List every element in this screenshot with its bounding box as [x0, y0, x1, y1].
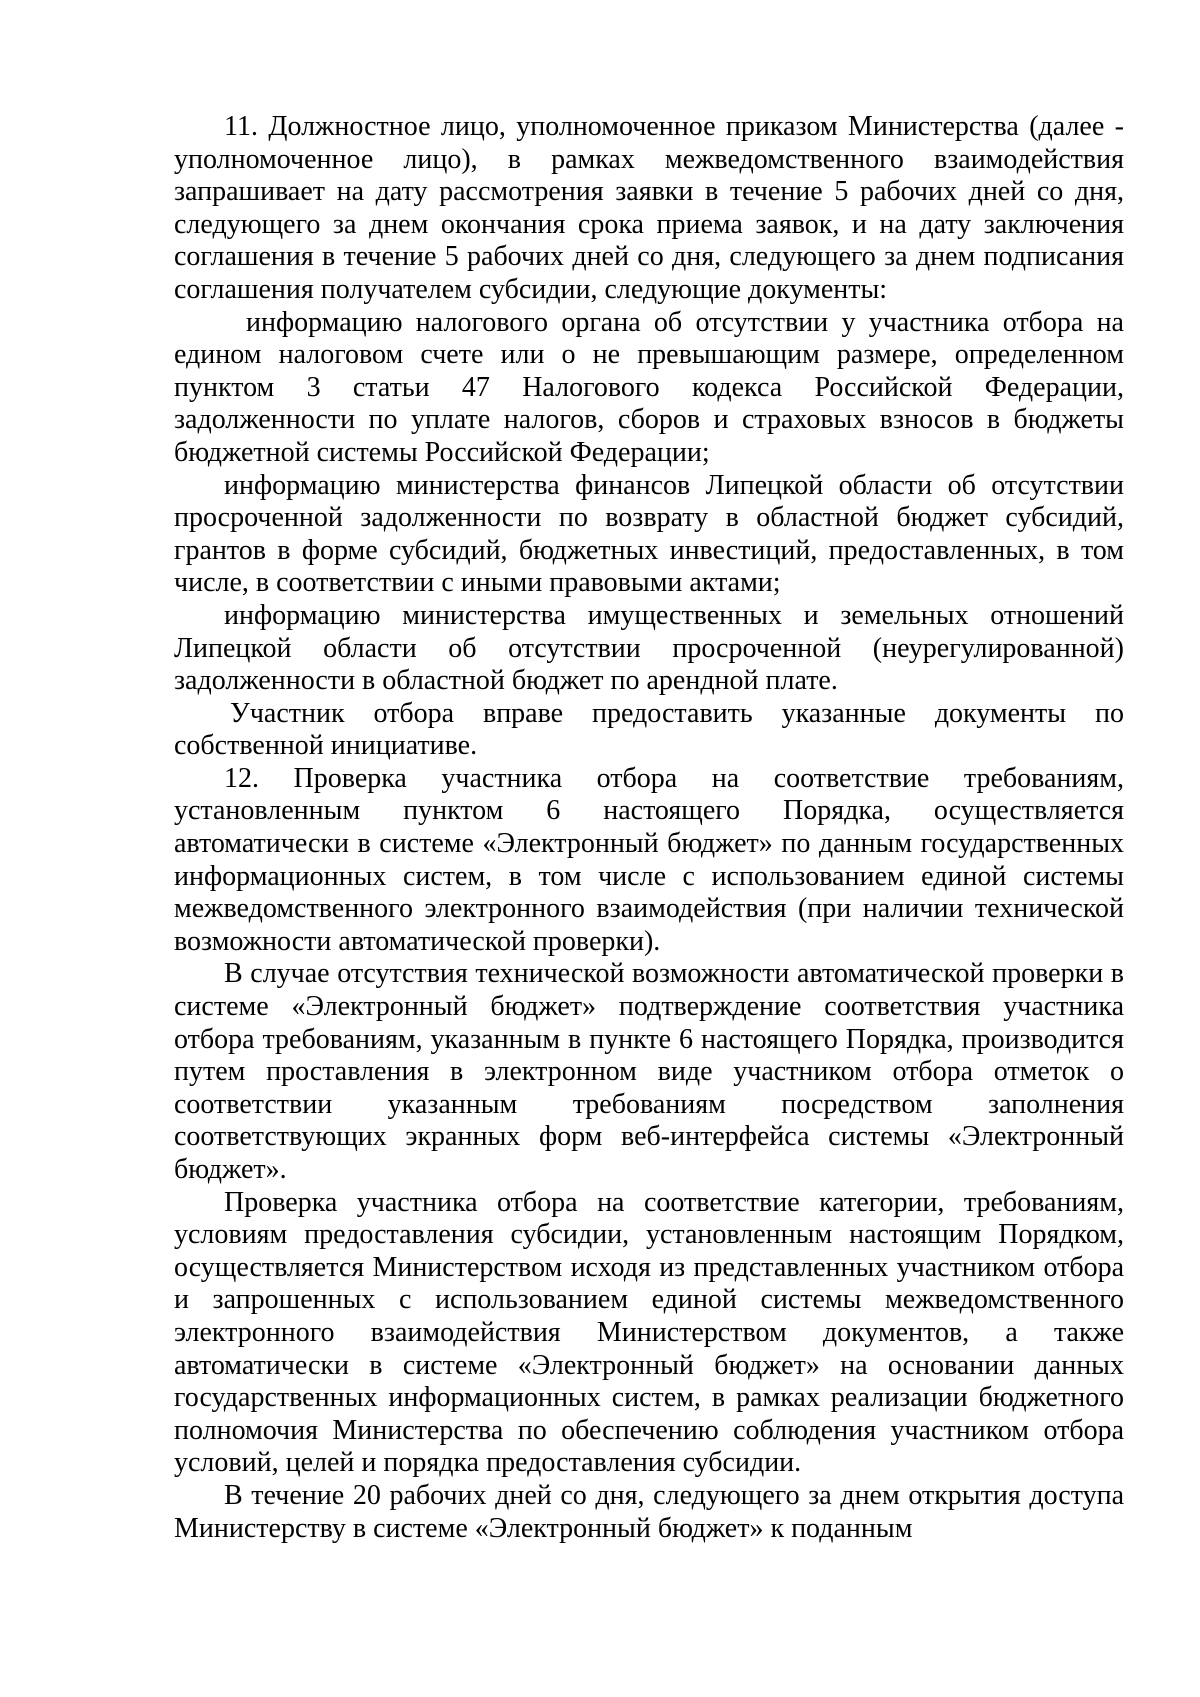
paragraph-12: 12. Проверка участника отбора на соответствие требованиям, установленным пунктом 6 настоящего Порядка, осуществляется автоматически в системе «Электронный бюджет» по данным государственных информационных систем, в том числе с использованием единой системы межведомственного электронного взаимодействия (при наличии технической возможности автоматической проверки).	[174, 762, 1124, 957]
paragraph-11: 11. Должностное лицо, уполномоченное приказом Министерства (далее - уполномоченное лицо), в рамках межведомственного взаимодействия запрашивает на дату рассмотрения заявки в течение 5 рабочих дней со дня, следующего за днем окончания срока приема заявок, и на дату заключения соглашения в течение 5 рабочих дней со дня, следующего за днем подписания соглашения получателем субсидии, следующие документы:	[174, 111, 1124, 305]
paragraph-ministry-check: Проверка участника отбора на соответствие категории, требованиям, условиям предоставления субсидии, установленным настоящим Порядком, осуществляется Министерством исходя из представленных участником отбора и запрошенных с использованием единой системы межведомственного электронного взаимодействия Министерством документов, а также автоматически в системе «Электронный бюджет» на основании данных государственных информационных систем, в рамках реализации бюджетного полномочия Министерства по обеспечению соблюдения участником отбора условий, целей и порядка предоставления субсидии.	[174, 1186, 1124, 1479]
paragraph-own-initiative: Участник отбора вправе предоставить указанные документы по собственной инициативе.	[174, 697, 1124, 762]
paragraph-no-auto-check: В случае отсутствия технической возможности автоматической проверки в системе «Электронный бюджет» подтверждение соответствия участника отбора требованиям, указанным в пункте 6 настоящего Порядка, производится путем проставления в электронном виде участником отбора отметок о соответствии указанным требованиям посредством заполнения соответствующих экранных форм веб-интерфейса системы «Электронный бюджет».	[174, 958, 1124, 1185]
paragraph-property-info: информацию министерства имущественных и земельных отношений Липецкой области об отсутствии просроченной (неурегулированной) задолженности в областной бюджет по арендной плате.	[174, 599, 1124, 697]
paragraph-finance-info: информацию министерства финансов Липецкой области об отсутствии просроченной задолженности по возврату в областной бюджет субсидий, грантов в форме субсидий, бюджетных инвестиций, предоставленных, в том числе, в соответствии с иными правовыми актами;	[174, 469, 1124, 599]
document-page	[174, 111, 1124, 1545]
paragraph-tax-info: информацию налогового органа об отсутствии у участника отбора на едином налоговом счете или о не превышающим размере, определенном пунктом 3 статьи 47 Налогового кодекса Российской Федерации, задолженности по уплате налогов, сборов и страховых взносов в бюджеты бюджетной системы Российской Федерации;	[174, 306, 1124, 468]
paragraph-20-days: В течение 20 рабочих дней со дня, следующего за днем открытия доступа Министерству в системе «Электронный бюджет» к поданным	[174, 1479, 1124, 1544]
